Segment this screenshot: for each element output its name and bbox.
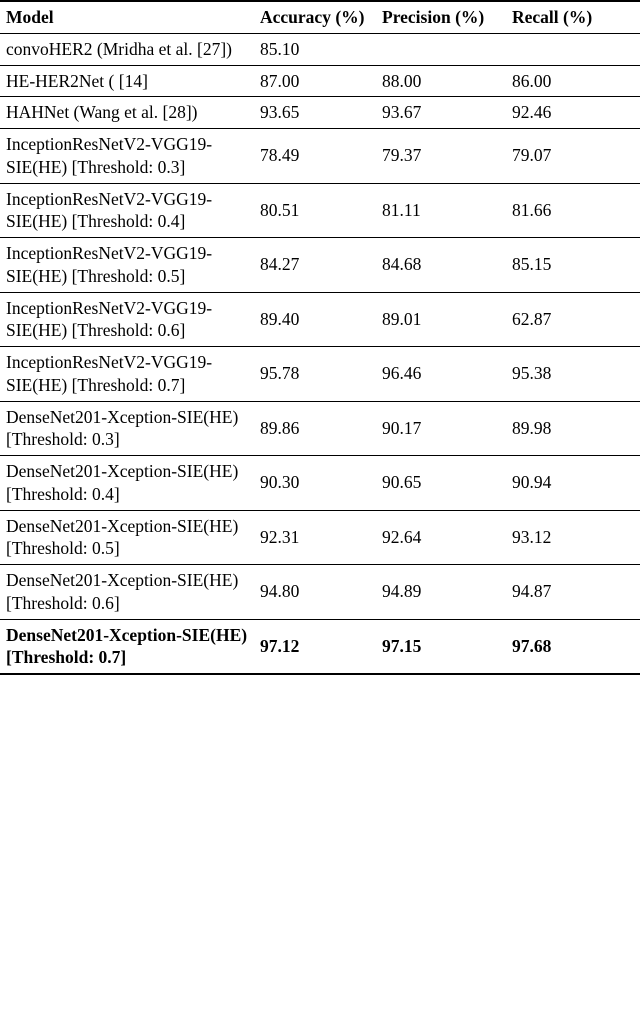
cell-accuracy: 89.86 [254, 401, 376, 456]
cell-accuracy: 84.27 [254, 238, 376, 293]
cell-accuracy: 89.40 [254, 292, 376, 347]
cell-model: HAHNet (Wang et al. [28]) [0, 97, 254, 129]
cell-recall: 94.87 [506, 565, 640, 620]
cell-model: InceptionResNetV2-VGG19-SIE(HE) [Threshold: 0.5] [0, 238, 254, 293]
cell-recall: 95.38 [506, 347, 640, 402]
column-header-accuracy: Accuracy (%) [254, 1, 376, 33]
table-body [0, 33, 640, 674]
cell-recall: 89.98 [506, 401, 640, 456]
cell-model: convoHER2 (Mridha et al. [27]) [0, 33, 254, 65]
cell-precision: 88.00 [376, 65, 506, 97]
cell-precision: 93.67 [376, 97, 506, 129]
cell-precision: 90.65 [376, 456, 506, 511]
table-row [0, 510, 640, 565]
cell-precision: 81.11 [376, 183, 506, 238]
cell-recall: 62.87 [506, 292, 640, 347]
cell-model: DenseNet201-Xception-SIE(HE) [Threshold: 0.6] [0, 565, 254, 620]
cell-precision: 96.46 [376, 347, 506, 402]
cell-recall: 93.12 [506, 510, 640, 565]
cell-recall: 97.68 [506, 619, 640, 674]
cell-precision: 94.89 [376, 565, 506, 620]
cell-model: DenseNet201-Xception-SIE(HE) [Threshold: 0.7] [0, 619, 254, 674]
table-row [0, 33, 640, 65]
table-row [0, 292, 640, 347]
cell-accuracy: 80.51 [254, 183, 376, 238]
table-row [0, 347, 640, 402]
cell-accuracy: 87.00 [254, 65, 376, 97]
cell-model: InceptionResNetV2-VGG19-SIE(HE) [Threshold: 0.6] [0, 292, 254, 347]
cell-accuracy: 93.65 [254, 97, 376, 129]
table-row [0, 129, 640, 184]
table-row [0, 565, 640, 620]
cell-accuracy: 97.12 [254, 619, 376, 674]
cell-recall: 92.46 [506, 97, 640, 129]
table-row [0, 619, 640, 674]
table-header-row [0, 1, 640, 33]
table-row [0, 97, 640, 129]
table-row [0, 238, 640, 293]
cell-recall: 85.15 [506, 238, 640, 293]
table-row [0, 183, 640, 238]
cell-accuracy: 85.10 [254, 33, 376, 65]
cell-model: HE-HER2Net ( [14] [0, 65, 254, 97]
cell-accuracy: 94.80 [254, 565, 376, 620]
cell-precision: 90.17 [376, 401, 506, 456]
cell-recall [506, 33, 640, 65]
cell-precision: 84.68 [376, 238, 506, 293]
cell-accuracy: 95.78 [254, 347, 376, 402]
cell-precision: 97.15 [376, 619, 506, 674]
cell-accuracy: 90.30 [254, 456, 376, 511]
table-header [0, 1, 640, 33]
column-header-precision: Precision (%) [376, 1, 506, 33]
table-row [0, 456, 640, 511]
cell-model: DenseNet201-Xception-SIE(HE) [Threshold: 0.4] [0, 456, 254, 511]
cell-precision: 79.37 [376, 129, 506, 184]
cell-accuracy: 92.31 [254, 510, 376, 565]
table-row [0, 401, 640, 456]
cell-precision: 92.64 [376, 510, 506, 565]
cell-model: DenseNet201-Xception-SIE(HE) [Threshold: 0.5] [0, 510, 254, 565]
cell-accuracy: 78.49 [254, 129, 376, 184]
cell-recall: 86.00 [506, 65, 640, 97]
cell-recall: 90.94 [506, 456, 640, 511]
cell-precision [376, 33, 506, 65]
table-row [0, 65, 640, 97]
cell-recall: 79.07 [506, 129, 640, 184]
cell-model: InceptionResNetV2-VGG19-SIE(HE) [Threshold: 0.3] [0, 129, 254, 184]
cell-model: InceptionResNetV2-VGG19-SIE(HE) [Threshold: 0.4] [0, 183, 254, 238]
column-header-recall: Recall (%) [506, 1, 640, 33]
cell-recall: 81.66 [506, 183, 640, 238]
cell-model: InceptionResNetV2-VGG19-SIE(HE) [Threshold: 0.7] [0, 347, 254, 402]
cell-precision: 89.01 [376, 292, 506, 347]
cell-model: DenseNet201-Xception-SIE(HE) [Threshold: 0.3] [0, 401, 254, 456]
column-header-model: Model [0, 1, 254, 33]
